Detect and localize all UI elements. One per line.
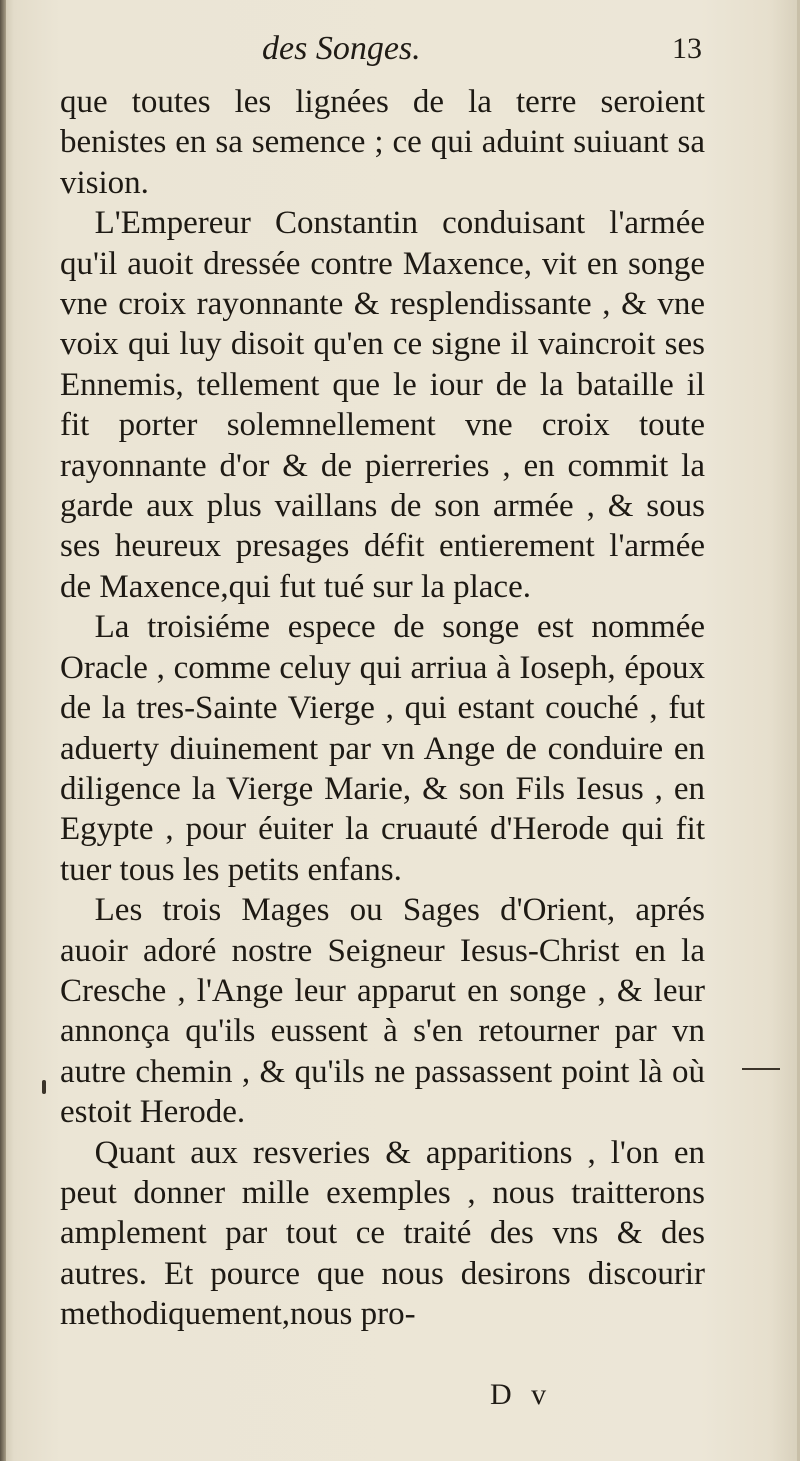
paragraph: L'Empereur Constantin conduisant l'armée qu'il auoit dressée contre Maxence, vit en songe vne croix rayonnante & resplendissante , & vne voix qui luy disoit qu'en ce signe il vaincroit ses Ennemis, tellement que le iour de la bataille il fit porter solemnellement vne croix toute rayonnante d'or & de pierreries , en commit la garde aux plus vaillans de son armée , & sous ses heureux presages défit entierement l'armée de Maxence,qui fut tué sur la place. xyxy=(60,205,705,605)
signature-mark: D v xyxy=(490,1378,553,1411)
paragraph: Quant aux resveries & apparitions , l'on en peut donner mille exemples , nous traitterons amplement par tout ce traité des vns & des autres. Et pource que nous desirons discourir methodiquement,nous pro- xyxy=(60,1134,705,1333)
page-header xyxy=(62,30,702,82)
paragraph: La troisiéme espece de songe est nommée Oracle , comme celuy qui arriua à Ioseph, époux de la tres-Sainte Vierge , qui estant couché , fut aduerty diuinement par vn Ange de conduire en diligence la Vierge Marie, & son Fils Iesus , en Egypte , pour éuiter la cruauté d'Herode qui fit tuer tous les petits enfans. xyxy=(60,609,705,888)
running-title: des Songes. xyxy=(262,30,421,67)
margin-mark xyxy=(742,1068,780,1070)
paragraph: Les trois Mages ou Sages d'Orient, aprés auoir adoré nostre Seigneur Iesus-Christ en la Cresche , l'Ange leur apparut en songe , & leur annonça qu'ils eussent à s'en retourner par vn autre chemin , & qu'ils ne passassent point là où estoit Herode. xyxy=(60,892,705,1131)
book-spine xyxy=(0,0,6,1461)
body-text xyxy=(60,82,705,1335)
margin-ink-spot xyxy=(42,1080,46,1094)
page-number: 13 xyxy=(672,32,702,65)
paragraph: que toutes les lignées de la terre seroient benistes en sa semence ; ce qui aduint suiuant sa vision. xyxy=(60,84,705,201)
